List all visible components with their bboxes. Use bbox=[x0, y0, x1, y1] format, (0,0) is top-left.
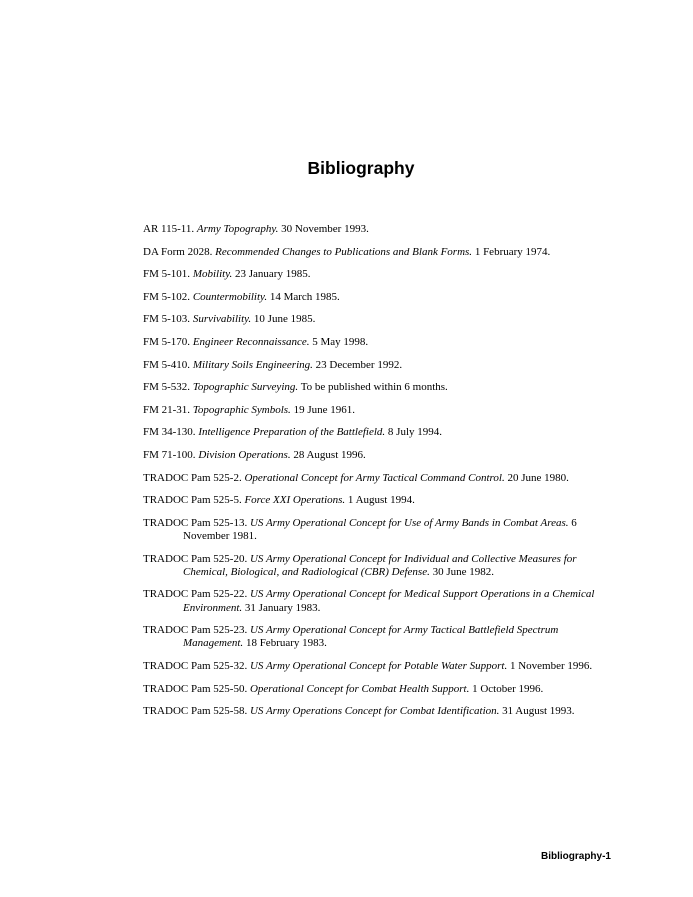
entry-date: 1 October 1996. bbox=[472, 682, 544, 695]
bibliography-entry bbox=[143, 268, 613, 281]
bibliography-entry bbox=[143, 336, 613, 349]
entry-date: 18 February 1983. bbox=[245, 637, 327, 650]
entry-date: 5 May 1998. bbox=[312, 335, 369, 348]
bibliography-entry bbox=[143, 553, 613, 579]
entry-title: Operational Concept for Army Tactical Command Control. bbox=[244, 471, 505, 484]
entry-title: US Army Operational Concept for Individual and Collective Measures for Chemical, Biological, and Radiological (CBR) Defense. bbox=[183, 552, 577, 578]
entry-reference: TRADOC Pam 525-50. bbox=[143, 682, 248, 695]
entry-reference: TRADOC Pam 525-58. bbox=[143, 705, 248, 718]
entry-reference: FM 5-170. bbox=[143, 335, 191, 348]
entry-reference: FM 5-103. bbox=[143, 313, 191, 326]
entry-title: Engineer Reconnaissance. bbox=[192, 335, 310, 348]
entry-reference: FM 21-31. bbox=[143, 403, 191, 416]
entry-date: 31 January 1983. bbox=[244, 601, 321, 614]
bibliography-entry bbox=[143, 449, 613, 462]
entry-reference: TRADOC Pam 525-5. bbox=[143, 494, 242, 507]
entry-date: 20 June 1980. bbox=[507, 471, 569, 484]
entry-date: 14 March 1985. bbox=[269, 290, 340, 303]
entry-date: 8 July 1994. bbox=[387, 426, 443, 439]
entry-reference: FM 5-102. bbox=[143, 290, 191, 303]
page-footer: Bibliography-1 bbox=[540, 851, 611, 862]
entry-title: Operational Concept for Combat Health Support. bbox=[249, 682, 470, 695]
bibliography-entry bbox=[143, 246, 613, 259]
entry-reference: FM 5-410. bbox=[143, 358, 191, 371]
entry-title: Division Operations. bbox=[198, 448, 291, 461]
bibliography-list bbox=[143, 223, 613, 728]
entry-date: 28 August 1996. bbox=[293, 448, 366, 461]
entry-date: 10 June 1985. bbox=[253, 313, 316, 326]
entry-reference: TRADOC Pam 525-20. bbox=[143, 552, 248, 565]
entry-reference: TRADOC Pam 525-22. bbox=[143, 588, 248, 601]
entry-title: US Army Operational Concept for Army Tactical Battlefield Spectrum Management. bbox=[183, 624, 559, 650]
entry-date: 1 February 1974. bbox=[474, 245, 551, 258]
entry-reference: TRADOC Pam 525-23. bbox=[143, 624, 248, 637]
entry-reference: FM 5-532. bbox=[143, 381, 191, 394]
entry-reference: FM 34-130. bbox=[143, 426, 196, 439]
entry-date: 1 November 1996. bbox=[509, 659, 593, 672]
bibliography-entry bbox=[143, 404, 613, 417]
bibliography-entry bbox=[143, 660, 613, 673]
entry-title: Mobility. bbox=[192, 268, 233, 281]
entry-reference: TRADOC Pam 525-13. bbox=[143, 516, 248, 529]
bibliography-entry bbox=[143, 426, 613, 439]
entry-title: Force XXI Operations. bbox=[244, 494, 346, 507]
bibliography-entry bbox=[143, 223, 613, 236]
entry-reference: AR 115-11. bbox=[143, 223, 195, 235]
entry-title: US Army Operational Concept for Use of Army Bands in Combat Areas. bbox=[249, 516, 569, 529]
entry-date: 1 August 1994. bbox=[347, 494, 415, 507]
entry-title: US Army Operational Concept for Medical Support Operations in a Chemical Environment. bbox=[183, 588, 595, 614]
entry-title: Military Soils Engineering. bbox=[192, 358, 313, 371]
entry-date: 30 November 1993. bbox=[281, 223, 369, 235]
entry-reference: FM 71-100. bbox=[143, 448, 196, 461]
entry-title: Recommended Changes to Publications and Blank Forms. bbox=[215, 245, 473, 258]
entry-date: 23 January 1985. bbox=[234, 268, 311, 281]
entry-title: Countermobility. bbox=[192, 290, 268, 303]
entry-reference: TRADOC Pam 525-32. bbox=[143, 659, 248, 672]
entry-date: To be published within 6 months. bbox=[300, 381, 448, 394]
entry-title: US Army Operational Concept for Potable Water Support. bbox=[249, 659, 508, 672]
bibliography-entry bbox=[143, 313, 613, 326]
entry-date: 30 June 1982. bbox=[432, 565, 495, 578]
bibliography-entry bbox=[143, 359, 613, 372]
entry-reference: FM 5-101. bbox=[143, 268, 191, 281]
bibliography-entry bbox=[143, 517, 613, 543]
bibliography-entry bbox=[143, 472, 613, 485]
entry-date: 19 June 1961. bbox=[293, 403, 355, 416]
entry-title: Army Topography. bbox=[196, 223, 279, 235]
entry-title: Intelligence Preparation of the Battlefield. bbox=[198, 426, 386, 439]
bibliography-entry bbox=[143, 381, 613, 394]
bibliography-entry bbox=[143, 588, 613, 614]
bibliography-entry bbox=[143, 683, 613, 696]
bibliography-entry bbox=[143, 624, 613, 650]
page-title: Bibliography bbox=[307, 158, 415, 178]
entry-title: Topographic Surveying. bbox=[192, 381, 299, 394]
bibliography-entry bbox=[143, 291, 613, 304]
entry-date: 23 December 1992. bbox=[315, 358, 403, 371]
bibliography-entry bbox=[143, 705, 613, 718]
entry-title: Topographic Symbols. bbox=[192, 403, 291, 416]
entry-date: 6 November 1981. bbox=[183, 516, 577, 542]
entry-date: 31 August 1993. bbox=[502, 705, 575, 718]
entry-title: US Army Operations Concept for Combat Identification. bbox=[249, 705, 500, 718]
entry-title: Survivability. bbox=[192, 313, 252, 326]
bibliography-entry bbox=[143, 494, 613, 507]
entry-reference: TRADOC Pam 525-2. bbox=[143, 471, 242, 484]
entry-reference: DA Form 2028. bbox=[143, 245, 213, 258]
